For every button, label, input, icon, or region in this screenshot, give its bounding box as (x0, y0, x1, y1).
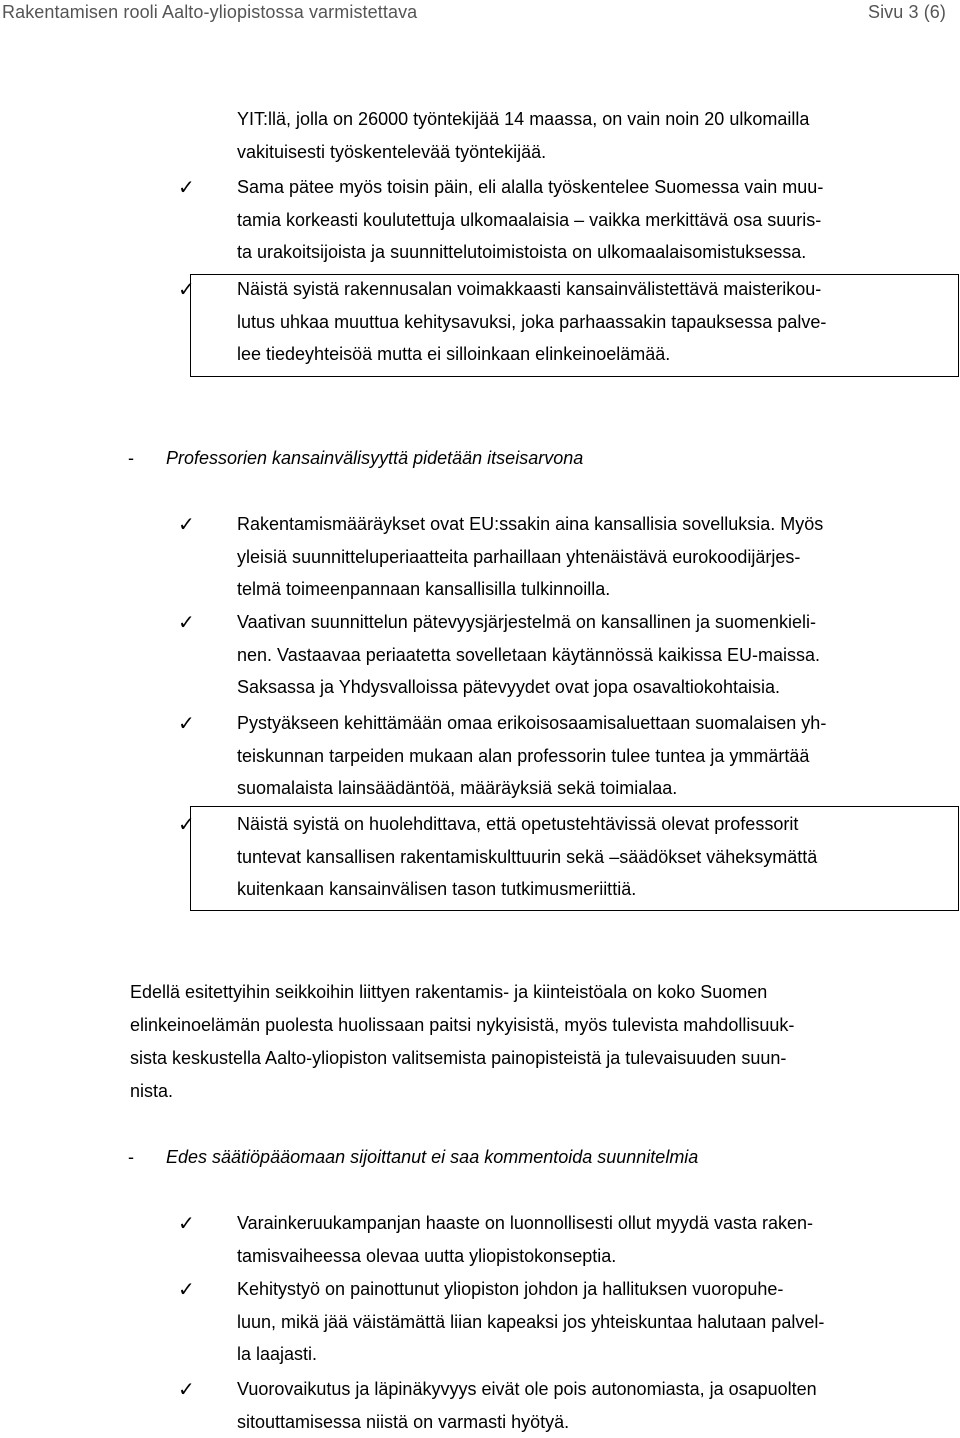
bullet-item: Sama pätee myös toisin päin, eli alalla työskentelee Suomessa vain muu- tamia korkeasti koulutettuja ulkomaalaisia – vaikka merkittävä osa suuris- ta urakoitsijoista ja suunnittelutoimistoista on ulkomaalaisomistuksessa. (237, 177, 824, 262)
checkmark-icon: ✓ (178, 1377, 195, 1401)
intro-paragraph: YIT:llä, jolla on 26000 työntekijää 14 maassa, on vain noin 20 ulkomailla vakituisesti työskentelevää työntekijää. (237, 109, 810, 162)
section-dash: - (128, 448, 134, 468)
bullet-item: Näistä syistä on huolehdittava, että opetustehtävissä olevat professorit tuntevat kansallisen rakentamiskulttuurin sekä –säädökset väheksymättä kuitenkaan kansainvälisen tason tutkimusmeriittiä. (237, 814, 818, 899)
bullet-item: Kehitystyö on painottunut yliopiston johdon ja hallituksen vuoropuhe- luun, mikä jää väistämättä liian kapeaksi jos yhteiskuntaa halutaan palvel- la laajasti. (237, 1279, 825, 1364)
checkmark-icon: ✓ (178, 1211, 195, 1235)
bullet-item: Pystyäkseen kehittämään omaa erikoisosaamisaluettaan suomalaisen yh- teiskunnan tarpeiden mukaan alan professorin tulee tuntea ja ymmärtää suomalaista lainsäädäntöä, määräyksiä sekä toimialaa. (237, 713, 827, 798)
checkmark-icon: ✓ (178, 711, 195, 735)
section-heading: Edes säätiöpääomaan sijoittanut ei saa kommentoida suunnitelmia (166, 1147, 699, 1167)
section-dash: - (128, 1147, 134, 1167)
checkmark-icon: ✓ (178, 610, 195, 634)
checkmark-icon: ✓ (178, 175, 195, 199)
bullet-item: Näistä syistä rakennusalan voimakkaasti kansainvälistettävä maisterikou- lutus uhkaa muuttua kehitysavuksi, joka parhaassakin tapauksessa palve- lee tiedeyhteisöä mutta ei silloinkaan elinkeinoelämää. (237, 279, 827, 364)
bullet-item: Vuorovaikutus ja läpinäkyvyys eivät ole pois autonomiasta, ja osapuolten sitouttamisessa niistä on varmasti hyötyä. (237, 1379, 817, 1432)
section-heading: Professorien kansainvälisyyttä pidetään itseisarvona (166, 448, 584, 468)
bullet-item: Rakentamismääräykset ovat EU:ssakin aina kansallisia sovelluksia. Myös yleisiä suunnitteluperiaatteita parhaillaan yhtenäistävä eurokoodijärjes- telmä toimeenpannaan kansallisilla tulkinnoilla. (237, 514, 824, 599)
checkmark-icon: ✓ (178, 1277, 195, 1301)
checkmark-icon: ✓ (178, 512, 195, 536)
checkmark-icon: ✓ (178, 812, 195, 836)
header-title: Rakentamisen rooli Aalto-yliopistossa varmistettava (2, 2, 418, 22)
checkmark-icon: ✓ (178, 277, 195, 301)
bullet-item: Varainkeruukampanjan haaste on luonnollisesti ollut myydä vasta raken- tamisvaiheessa olevaa uutta yliopistokonseptia. (237, 1213, 813, 1266)
header-page-number: Sivu 3 (6) (867, 2, 946, 22)
summary-paragraph: Edellä esitettyihin seikkoihin liittyen rakentamis- ja kiinteistöala on koko Suomen elinkeinoelämän puolesta huolissaan paitsi nykyisistä, myös tulevista mahdollisuuk- sista keskustella Aalto-yliopiston valitsemista painopisteistä ja tulevaisuuden suun- nista. (130, 982, 795, 1101)
bullet-item: Vaativan suunnittelun pätevyysjärjestelmä on kansallinen ja suomenkieli- nen. Vastaavaa periaatetta sovelletaan käytännössä kaikissa EU-maissa. Saksassa ja Yhdysvalloissa pätevyydet ovat jopa osavaltiokohtaisia. (237, 612, 820, 697)
